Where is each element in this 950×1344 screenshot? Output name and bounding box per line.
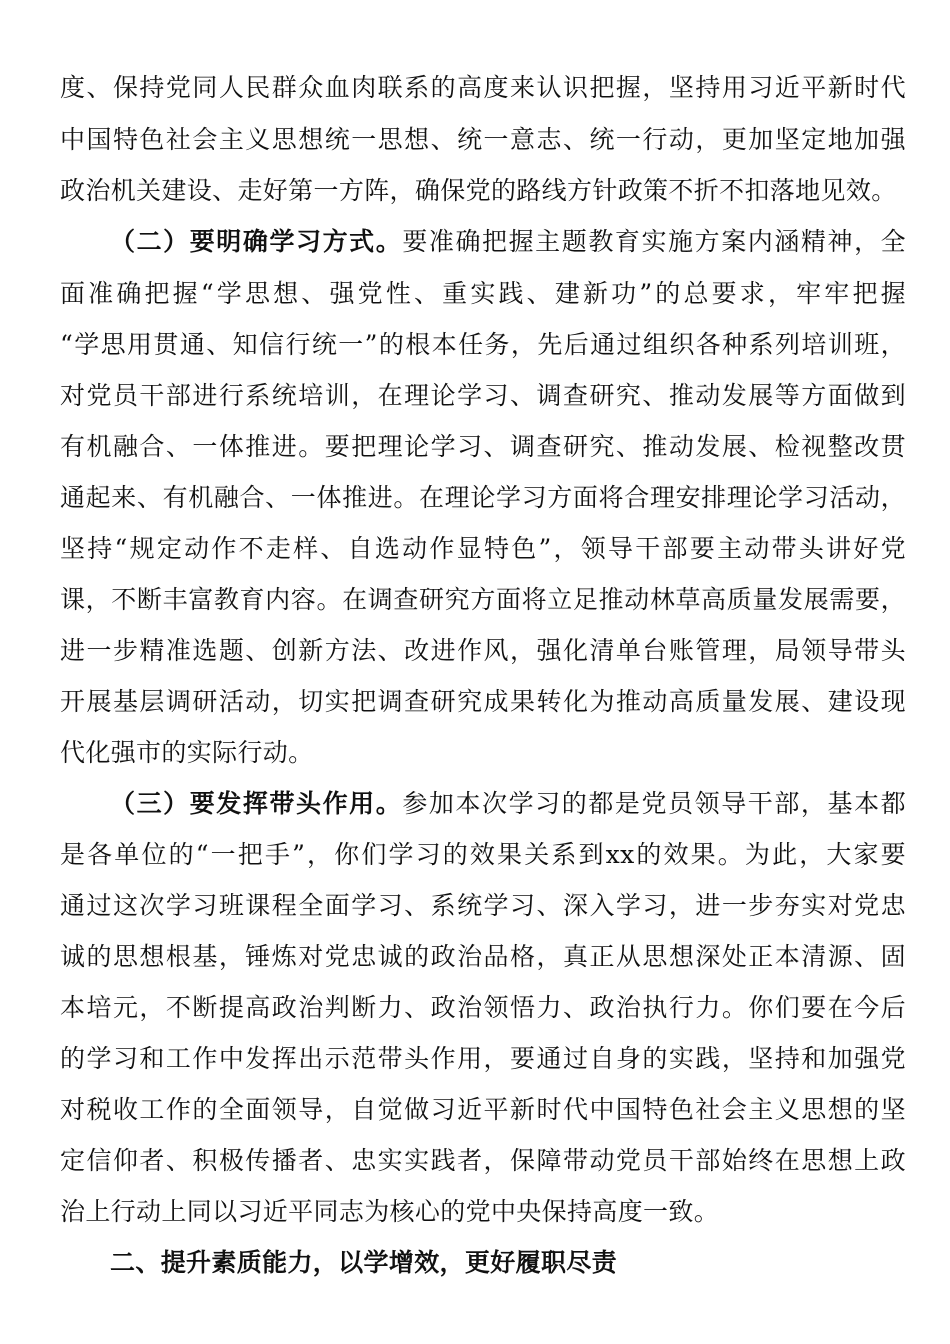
paragraph-line: 通起来、有机融合、一体推进。在理论学习方面将合理安排理论学习活动， (60, 483, 906, 512)
paragraph-text: 参加本次学习的都是党员领导干部，基本都 (402, 789, 906, 818)
paragraph-line: 坚持“规定动作不走样、自选动作显特色”，领导干部要主动带头讲好党 (60, 534, 906, 563)
paragraph-line: 是各单位的“一把手”，你们学习的效果关系到xx的效果。为此，大家要 (60, 840, 906, 869)
paragraph-line: 课，不断丰富教育内容。在调查研究方面将立足推动林草高质量发展需要， (60, 585, 906, 614)
paragraph-line: 对党员干部进行系统培训，在理论学习、调查研究、推动发展等方面做到 (60, 381, 906, 410)
paragraph-line: 有机融合、一体推进。要把理论学习、调查研究、推动发展、检视整改贯 (60, 432, 906, 461)
paragraph-line: 代化强市的实际行动。 (60, 738, 314, 767)
paragraph-line: 政治机关建设、走好第一方阵，确保党的路线方针政策不折不扣落地见效。 (60, 176, 897, 205)
paragraph-text: 要准确把握主题教育实施方案内涵精神，全 (402, 227, 906, 256)
paragraph-line: 对税收工作的全面领导，自觉做习近平新时代中国特色社会主义思想的坚 (60, 1095, 906, 1124)
paragraph-line: 诚的思想根基，锤炼对党忠诚的政治品格，真正从思想深处正本清源、固 (60, 942, 906, 971)
paragraph-line: 治上行动上同以习近平同志为核心的党中央保持高度一致。 (60, 1197, 720, 1226)
paragraph-line: 进一步精准选题、创新方法、改进作风，强化清单台账管理，局领导带头 (60, 636, 906, 665)
paragraph-line: 通过这次学习班课程全面学习、系统学习、深入学习，进一步夯实对党忠 (60, 891, 906, 920)
paragraph-line: 度、保持党同人民群众血肉联系的高度来认识把握，坚持用习近平新时代 (60, 73, 906, 102)
section-heading: 二、提升素质能力，以学增效，更好履职尽责 (110, 1248, 618, 1277)
paragraph-line: 定信仰者、积极传播者、忠实实践者，保障带动党员干部始终在思想上政 (60, 1146, 906, 1175)
paragraph-first-line (110, 779, 906, 829)
paragraph-line: 的学习和工作中发挥出示范带头作用，要通过自身的实践，坚持和加强党 (60, 1044, 906, 1073)
paragraph-title: （三）要发挥带头作用。 (110, 789, 403, 818)
paragraph-line: 面准确把握“学思想、强党性、重实践、建新功”的总要求，牢牢把握 (60, 279, 906, 308)
paragraph-line: 开展基层调研活动，切实把调查研究成果转化为推动高质量发展、建设现 (60, 687, 906, 716)
paragraph-title: （二）要明确学习方式。 (110, 227, 403, 256)
paragraph-line: 本培元，不断提高政治判断力、政治领悟力、政治执行力。你们要在今后 (60, 993, 906, 1022)
paragraph-first-line (110, 217, 906, 267)
paragraph-line: 中国特色社会主义思想统一思想、统一意志、统一行动，更加坚定地加强 (60, 125, 906, 154)
paragraph-line: “学思用贯通、知信行统一”的根本任务，先后通过组织各种系列培训班， (60, 330, 906, 359)
